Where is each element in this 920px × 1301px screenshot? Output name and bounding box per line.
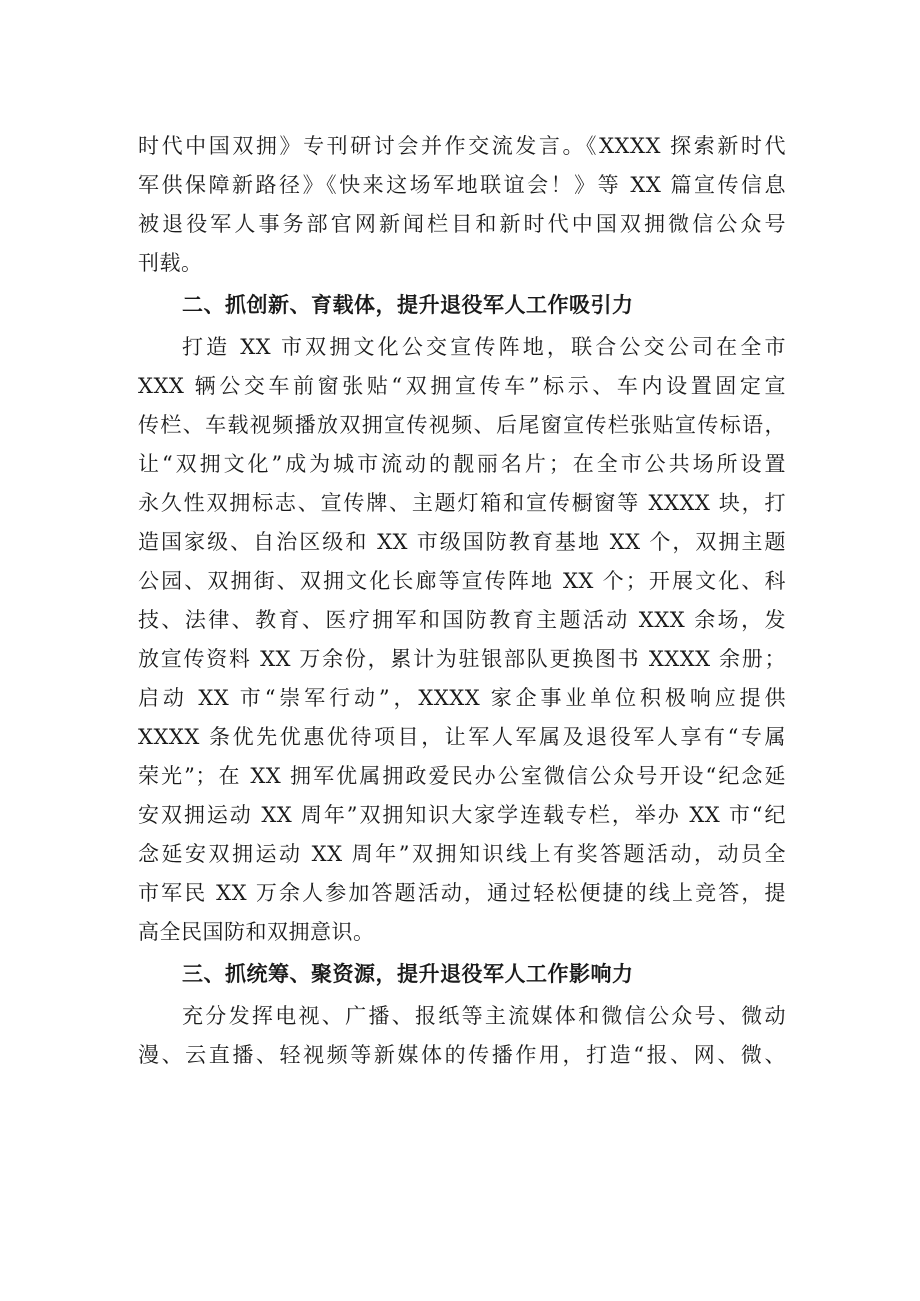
document-body	[138, 127, 786, 1075]
paragraph-line: 启动 XX 市“崇军行动”，XXXX 家企事业单位积极响应提供	[138, 686, 786, 710]
paragraph-1	[138, 127, 786, 283]
paragraph-line: 军供保障新路径》《快来这场军地联谊会！》等 XX 篇宣传信息	[138, 173, 786, 197]
paragraph-line: 打造 XX 市双拥文化公交宣传阵地，联合公交公司在全市	[182, 335, 786, 359]
paragraph-line: 公园、双拥街、双拥文化长廊等宣传阵地 XX 个；开展文化、科	[138, 569, 786, 593]
paragraph-3	[138, 997, 786, 1075]
paragraph-line: XXXX 条优先优惠优待项目，让军人军属及退役军人享有“专属	[138, 725, 786, 749]
paragraph-line: 技、法律、教育、医疗拥军和国防教育主题活动 XXX 余场，发	[138, 608, 786, 632]
paragraph-line: XXX 辆公交车前窗张贴“双拥宣传车”标示、车内设置固定宣	[138, 374, 786, 398]
paragraph-line: 高全民国防和双拥意识。	[138, 920, 375, 944]
paragraph-line: 念延安双拥运动 XX 周年”双拥知识线上有奖答题活动，动员全	[138, 842, 786, 866]
paragraph-line: 安双拥运动 XX 周年”双拥知识大家学连载专栏，举办 XX 市“纪	[138, 803, 786, 827]
paragraph-line: 让“双拥文化”成为城市流动的靓丽名片；在全市公共场所设置	[138, 452, 786, 476]
paragraph-line: 永久性双拥标志、宣传牌、主题灯箱和宣传橱窗等 XXXX 块，打	[138, 491, 786, 515]
paragraph-line: 传栏、车载视频播放双拥宣传视频、后尾窗宣传栏张贴宣传标语，	[138, 413, 786, 437]
section-heading-3: 三、抓统筹、聚资源，提升退役军人工作影响力	[182, 962, 634, 986]
paragraph-line: 时代中国双拥》专刊研讨会并作交流发言。《XXXX 探索新时代	[138, 134, 786, 158]
paragraph-line: 造国家级、自治区级和 XX 市级国防教育基地 XX 个，双拥主题	[138, 530, 786, 554]
paragraph-line: 充分发挥电视、广播、报纸等主流媒体和微信公众号、微动	[182, 1004, 786, 1028]
paragraph-line: 荣光”；在 XX 拥军优属拥政爱民办公室微信公众号开设“纪念延	[138, 764, 786, 788]
paragraph-line: 刊载。	[138, 251, 203, 275]
paragraph-line: 放宣传资料 XX 万余份，累计为驻银部队更换图书 XXXX 余册；	[138, 647, 786, 671]
paragraph-line: 被退役军人事务部官网新闻栏目和新时代中国双拥微信公众号	[138, 212, 786, 236]
paragraph-line: 市军民 XX 万余人参加答题活动，通过轻松便捷的线上竞答，提	[138, 881, 786, 905]
paragraph-line: 漫、云直播、轻视频等新媒体的传播作用，打造“报、网、微、	[138, 1043, 786, 1067]
paragraph-2	[138, 328, 786, 952]
section-heading-2: 二、抓创新、育载体，提升退役军人工作吸引力	[182, 293, 634, 317]
